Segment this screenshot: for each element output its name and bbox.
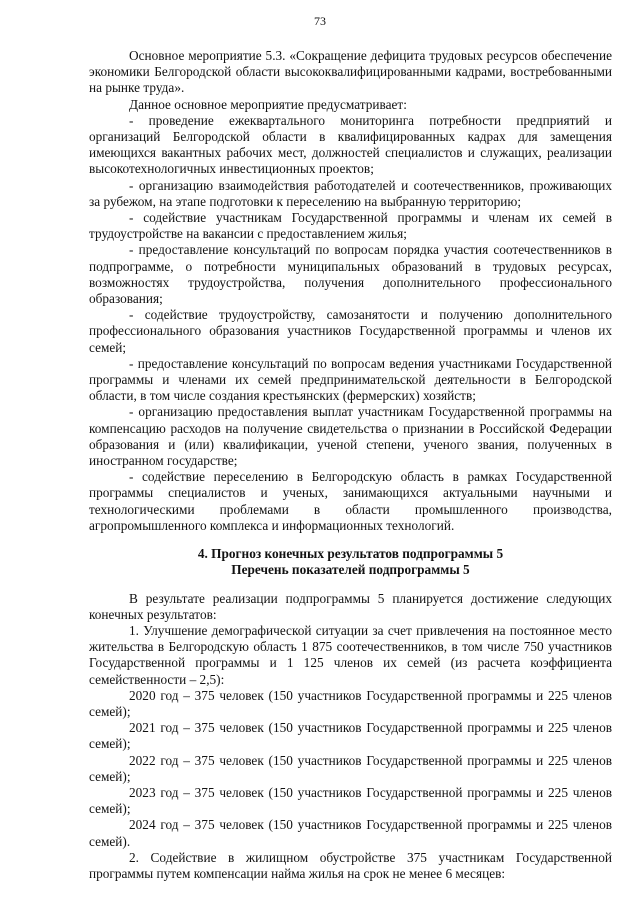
results-forecast-section: [89, 546, 612, 882]
list-item: - организацию предоставления выплат участникам Государственной программы на компенсацию расходов на получение свидетельства о признании в Российской Федерации образования и (или) квалификации, ученой степени, ученого звания, полученных в иностранном государстве;: [89, 404, 612, 469]
paragraph: 1. Улучшение демографической ситуации за счет привлечения на постоянное место жительства в Белгородскую область 1 875 соотечественников, в том числе 750 участников Государственной программы и 1 125 членов их семей (из расчета коэффициента семейственности – 2,5):: [89, 622, 612, 687]
list-item: - предоставление консультаций по вопросам порядка участия соотечественников в подпрограмме, о потребности муниципальных образований в трудовых ресурсах, возможностях трудоустройства, получения дополнительного профессионального образования;: [89, 242, 612, 307]
paragraph: 2. Содействие в жилищном обустройстве 375 участникам Государственной программы путем компенсации найма жилья на срок не менее 6 месяцев:: [89, 849, 612, 881]
list-item: - содействие трудоустройству, самозанятости и получению дополнительного профессионального образования участников Государственной программы и членов их семей;: [89, 307, 612, 355]
year-result: 2022 год – 375 человек (150 участников Государственной программы и 225 членов семей);: [89, 752, 612, 784]
list-item: - содействие участникам Государственной программы и членам их семей в трудоустройстве на вакансии с предоставлением жилья;: [89, 210, 612, 242]
year-result: 2021 год – 375 человек (150 участников Государственной программы и 225 членов семей);: [89, 720, 612, 752]
page-number: 73: [314, 14, 326, 28]
document-body: [89, 48, 612, 882]
section-heading: 4. Прогноз конечных результатов подпрограммы 5: [197, 546, 504, 562]
measure-5-3-section: [89, 48, 612, 534]
year-result: 2023 год – 375 человек (150 участников Государственной программы и 225 членов семей);: [89, 784, 612, 817]
year-result: 2020 год – 375 человек (150 участников Государственной программы и 225 членов семей);: [89, 687, 612, 719]
paragraph: Основное мероприятие 5.3. «Сокращение дефицита трудовых ресурсов обеспечение экономики Белгородской области высококвалифицированными кадрами, востребованными на рынке труда».: [89, 48, 612, 96]
list-item: - организацию взаимодействия работодателей и соотечественников, проживающих за рубежом, на этапе подготовки к переселению на выбранную территорию;: [89, 177, 612, 209]
list-item: - предоставление консультаций по вопросам ведения участниками Государственной программы и членами их семей предпринимательской деятельности в Белгородской области, в том числе создания крестьянских (фермерских) хозяйств;: [89, 355, 612, 404]
section-subheading: Перечень показателей подпрограммы 5: [231, 562, 470, 578]
year-result: 2024 год – 375 человек (150 участников Государственной программы и 225 членов семей).: [89, 817, 612, 849]
list-item: - проведение ежеквартального мониторинга потребности предприятий и организаций Белгородской области в квалифицированных кадрах для замещения имеющихся вакантных рабочих мест, должностей специалистов и служащих, реализации высокотехнологичных инвестиционных проектов;: [89, 112, 612, 177]
paragraph: Данное основное мероприятие предусматривает:: [129, 96, 407, 112]
list-item: - содействие переселению в Белгородскую область в рамках Государственной программы специалистов и ученых, занимающихся актуальными научными и технологическими проблемами в области промышленного производства, агропромышленного комплекса и информационных технологий.: [89, 469, 612, 533]
paragraph: В результате реализации подпрограммы 5 планируется достижение следующих конечных результатов:: [89, 590, 612, 622]
